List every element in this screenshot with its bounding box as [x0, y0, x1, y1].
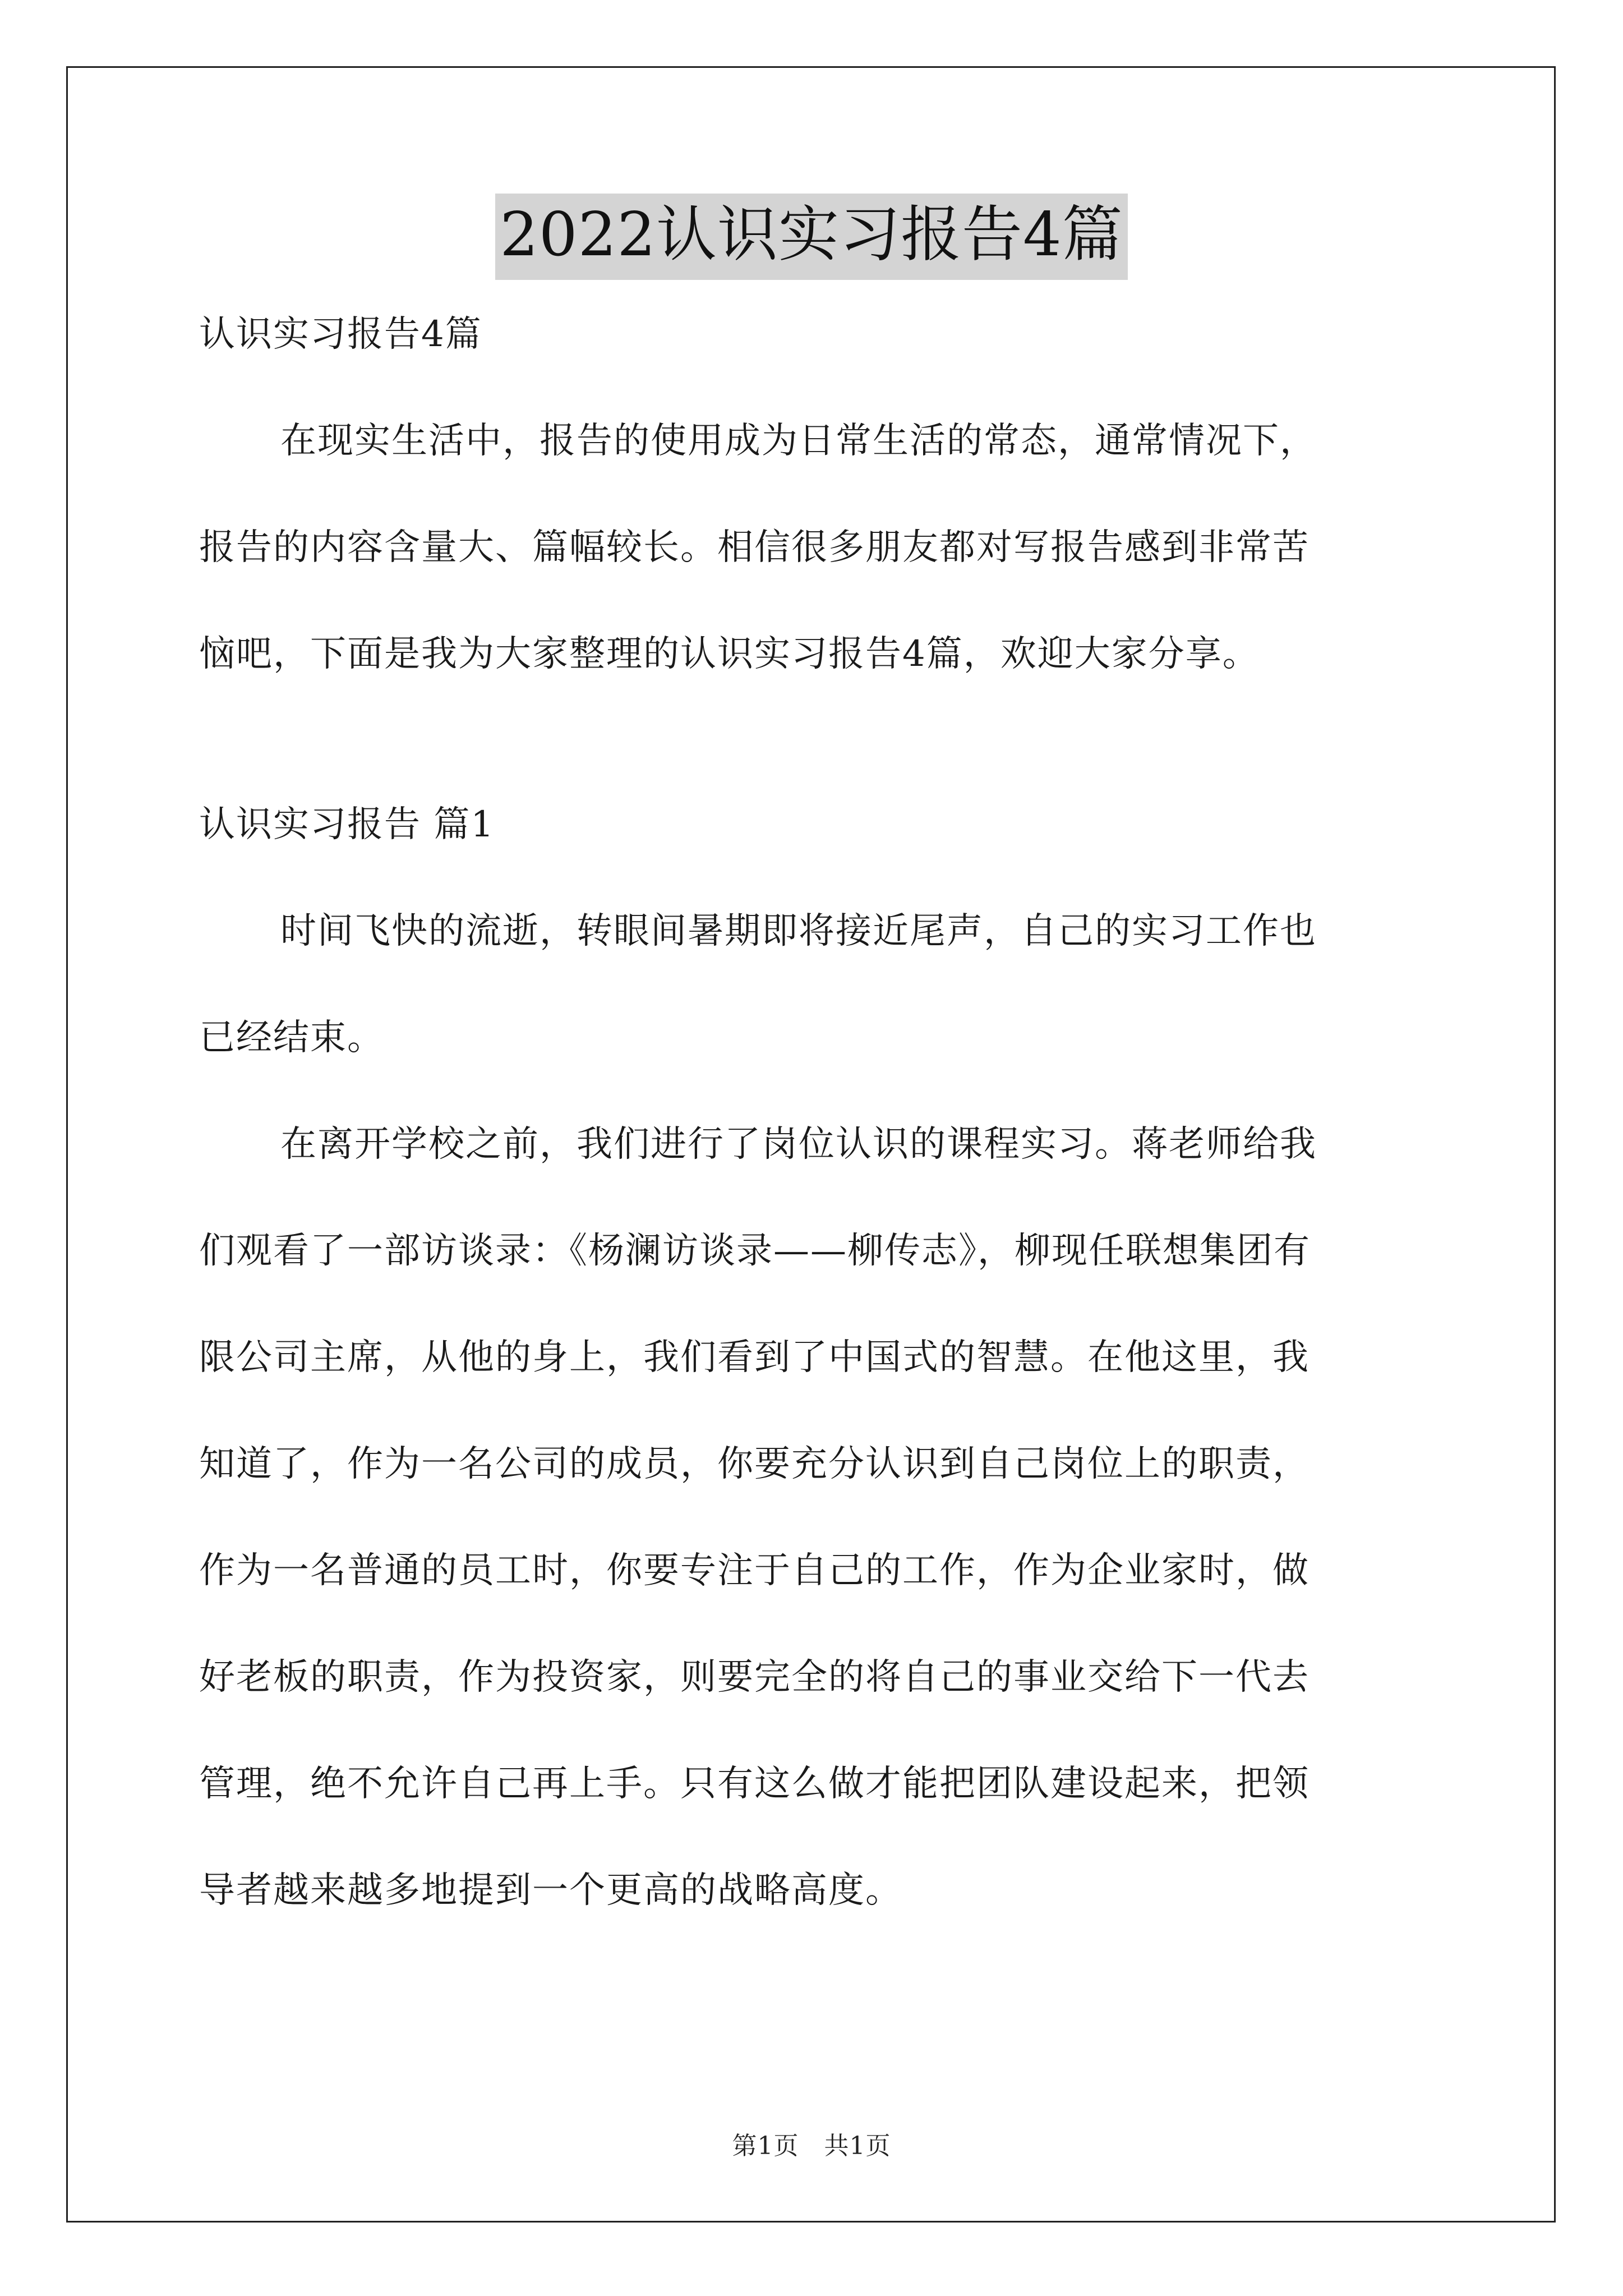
paragraph-line: 报告的内容含量大、篇幅较长。相信很多朋友都对写报告感到非常苦	[199, 527, 1310, 568]
paragraph-line: 管理，绝不允许自己再上手。只有这么做才能把团队建设起来，把领	[199, 1763, 1310, 1805]
document-title: 2022认识实习报告4篇	[495, 194, 1128, 280]
paragraph-line: 限公司主席，从他的身上，我们看到了中国式的智慧。在他这里，我	[199, 1337, 1310, 1378]
section1-paragraph-1	[199, 911, 1430, 1058]
paragraph-line: 恼吧，下面是我为大家整理的认识实习报告4篇，欢迎大家分享。	[199, 633, 1260, 675]
paragraph-line: 导者越来越多地提到一个更高的战略高度。	[199, 1870, 902, 1911]
paragraph-line: 已经结束。	[199, 1017, 384, 1059]
intro-paragraph	[199, 421, 1430, 674]
paragraph-line: 知道了，作为一名公司的成员，你要充分认识到自己岗位上的职责，	[199, 1443, 1310, 1485]
paragraph-line: 好老板的职责，作为投资家，则要完全的将自己的事业交给下一代去	[199, 1657, 1310, 1698]
paragraph-line: 在离开学校之前，我们进行了岗位认识的课程实习。蒋老师给我	[280, 1124, 1317, 1165]
document-subtitle: 认识实习报告4篇	[199, 314, 482, 355]
paragraph-line: 时间飞快的流逝，转眼间暑期即将接近尾声，自己的实习工作也	[280, 910, 1317, 952]
section-heading: 认识实习报告 篇1	[199, 804, 495, 845]
section1-paragraph-2	[199, 1124, 1430, 1911]
title-container	[0, 194, 1623, 280]
document-body	[199, 314, 1430, 1911]
paragraph-line: 们观看了一部访谈录：《杨澜访谈录——柳传志》，柳现任联想集团有	[199, 1230, 1311, 1272]
page-footer: 第1页 共1页	[732, 2132, 891, 2160]
paragraph-line: 在现实生活中，报告的使用成为日常生活的常态，通常情况下，	[280, 420, 1317, 462]
paragraph-line: 作为一名普通的员工时，你要专注于自己的工作，作为企业家时，做	[199, 1550, 1310, 1591]
